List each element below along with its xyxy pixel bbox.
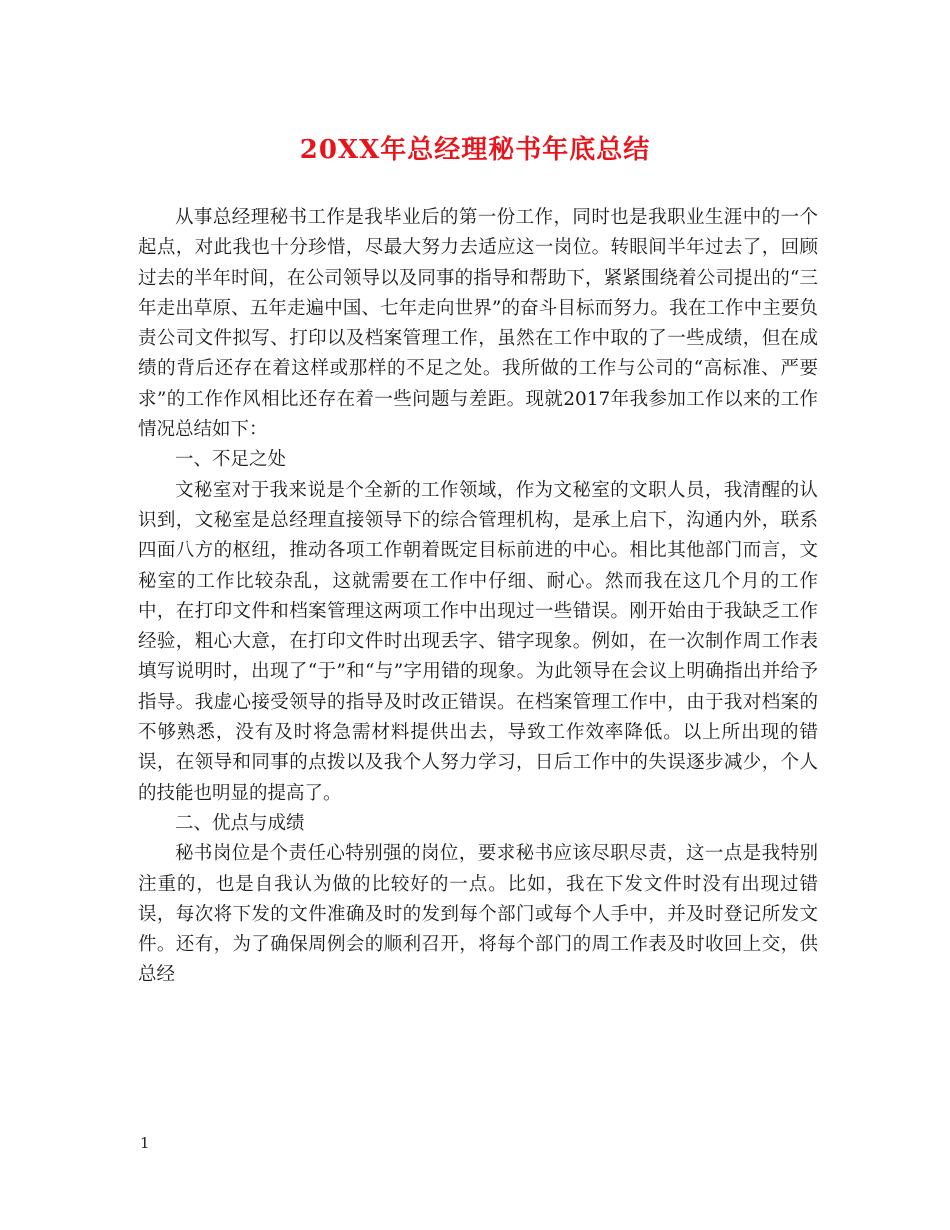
document-body [138,203,818,991]
page-number: 1 [140,1134,150,1152]
achievements-paragraph: 秘书岗位是个责任心特别强的岗位，要求秘书应该尽职尽责，这一点是我特别注重的，也是自我认为做的比较好的一点。比如，我在下发文件时没有出现过错误，每次将下发的文件准确及时的发到每个部门或每个人手中，并及时登记所发文件。还有，为了确保周例会的顺利召开，将每个部门的周工作表及时收回上交，供总经 [138,843,818,986]
section-heading-shortcomings: 一、不足之处 [175,449,287,471]
section-heading-achievements: 二、优点与成绩 [175,812,305,834]
intro-paragraph: 从事总经理秘书工作是我毕业后的第一份工作，同时也是我职业生涯中的一个起点，对此我也十分珍惜，尽最大努力去适应这一岗位。转眼间半年过去了，回顾过去的半年时间，在公司领导以及同事的指导和帮助下，紧紧围绕着公司提出的“三年走出草原、五年走遍中国、七年走向世界”的奋斗目标而努力。我在工作中主要负责公司文件拟写、打印以及档案管理工作，虽然在工作中取的了一些成绩，但在成绩的背后还存在着这样或那样的不足之处。我所做的工作与公司的“高标准、严要求”的工作作风相比还存在着一些问题与差距。现就2017年我参加工作以来的工作情况总结如下： [138,207,818,441]
document-title: 20XX年总经理秘书年底总结 [299,135,651,165]
shortcomings-paragraph: 文秘室对于我来说是个全新的工作领域，作为文秘室的文职人员，我清醒的认识到，文秘室是总经理直接领导下的综合管理机构，是承上启下，沟通内外，联系四面八方的枢纽，推动各项工作朝着既定目标前进的中心。相比其他部门而言，文秘室的工作比较杂乱，这就需要在工作中仔细、耐心。然而我在这几个月的工作中，在打印文件和档案管理这两项工作中出现过一些错误。刚开始由于我缺乏工作经验，粗心大意，在打印文件时出现丢字、错字现象。例如，在一次制作周工作表填写说明时，出现了“于”和“与”字用错的现象。为此领导在会议上明确指出并给予指导。我虚心接受领导的指导及时改正错误。在档案管理工作中，由于我对档案的不够熟悉，没有及时将急需材料提供出去，导致工作效率降低。以上所出现的错误，在领导和同事的点拨以及我个人努力学习，日后工作中的失误逐步减少，个人的技能也明显的提高了。 [138,479,818,804]
